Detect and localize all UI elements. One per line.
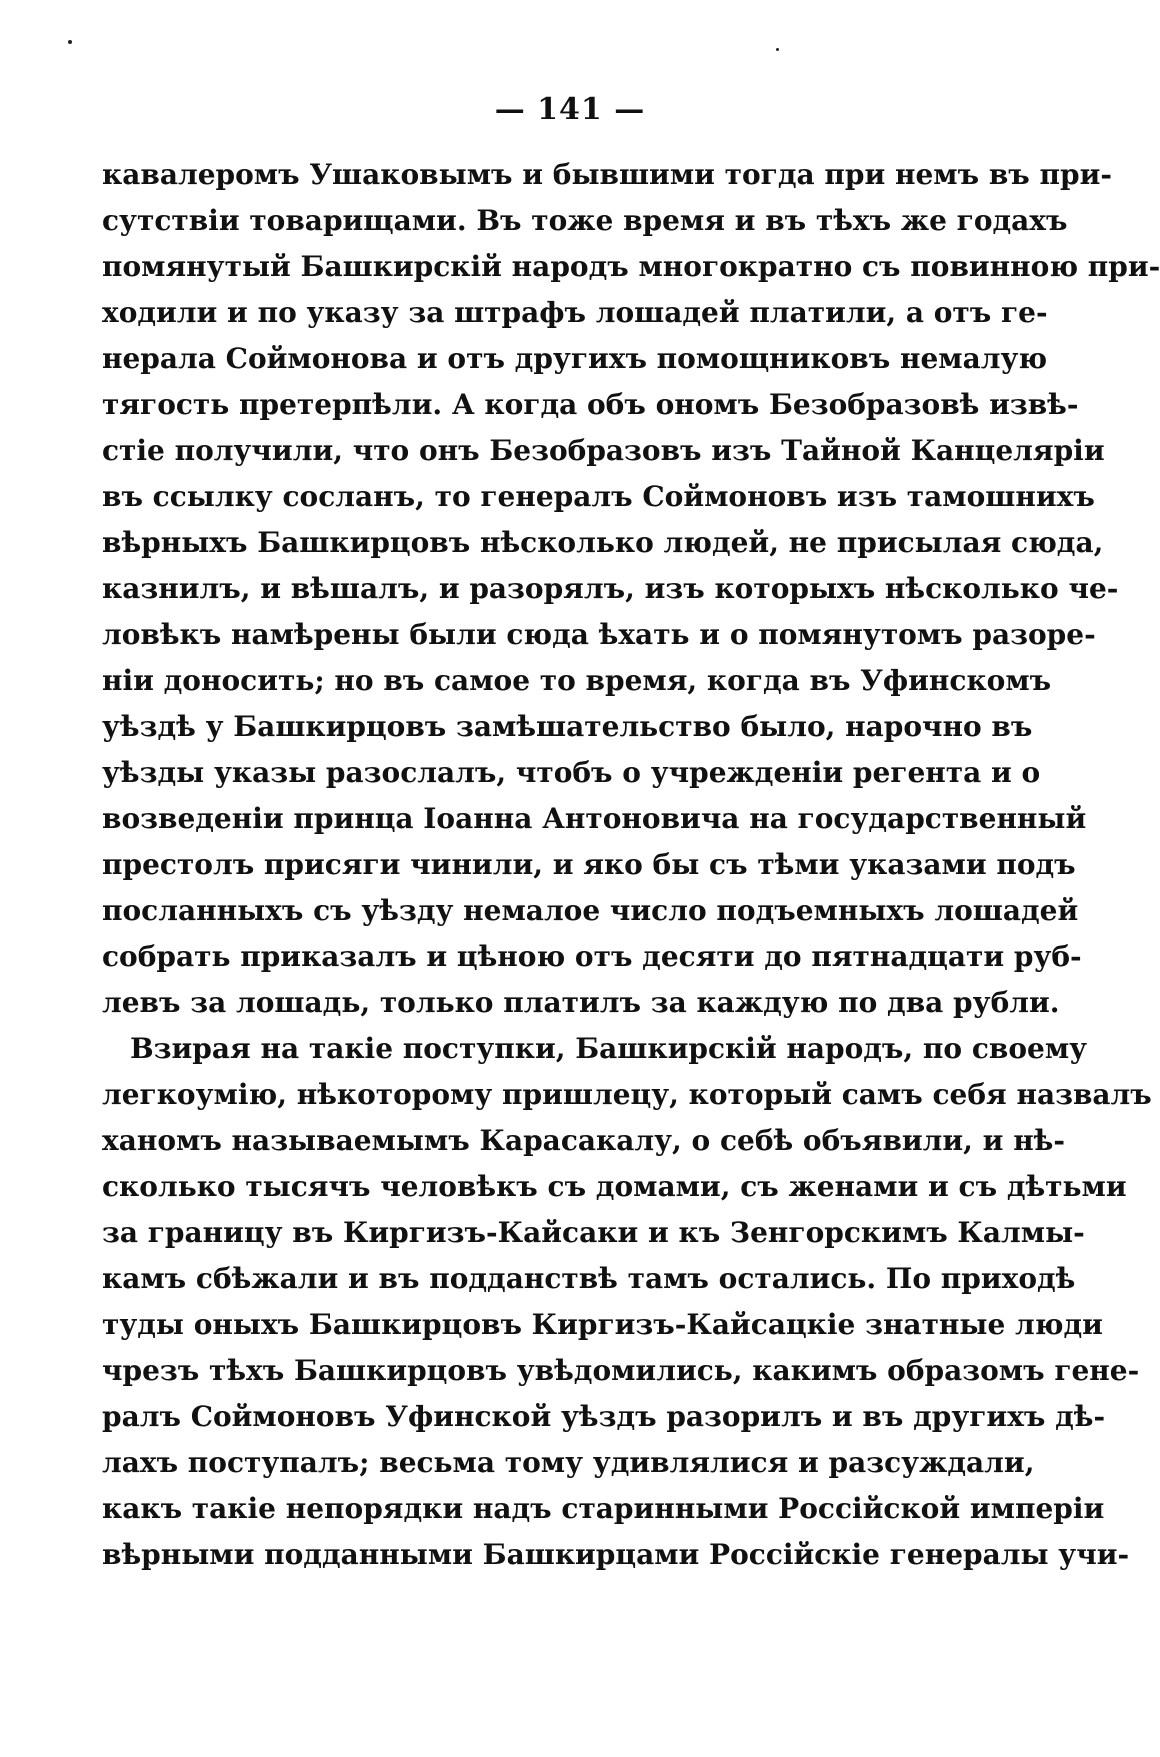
text-line: легкоумію, нѣкоторому пришлецу, который самъ себя назвалъ bbox=[102, 1078, 1152, 1111]
text-line: казнилъ, и вѣшалъ, и разорялъ, изъ которыхъ нѣсколько че- bbox=[102, 572, 1119, 605]
text-line: какъ такіе непорядки надъ старинными Россійской имперіи bbox=[102, 1492, 1105, 1525]
text-line: собрать приказалъ и цѣною отъ десяти до пятнадцати руб- bbox=[102, 940, 1082, 973]
text-line: сколько тысячъ человѣкъ съ домами, съ женами и съ дѣтьми bbox=[102, 1170, 1127, 1203]
text-line: тягость претерпѣли. А когда объ ономъ Безобразовѣ извѣ- bbox=[102, 388, 1079, 421]
text-line: чрезъ тѣхъ Башкирцовъ увѣдомились, какимъ образомъ гене- bbox=[102, 1354, 1140, 1387]
scan-speck bbox=[776, 48, 779, 51]
text-line: левъ за лошадь, только платилъ за каждую по два рубли. bbox=[102, 986, 1060, 1019]
text-line: посланныхъ съ уѣзду немалое число подъемныхъ лошадей bbox=[102, 894, 1079, 927]
text-line: возведеніи принца Іоанна Антоновича на государственный bbox=[102, 802, 1087, 835]
text-line: ловѣкъ намѣрены были сюда ѣхать и о помянутомъ разоре- bbox=[102, 618, 1096, 651]
text-line: стіе получили, что онъ Безобразовъ изъ Тайной Канцеляріи bbox=[102, 434, 1105, 467]
text-line: лахъ поступалъ; весьма тому удивлялися и разсуждали, bbox=[102, 1446, 1035, 1479]
text-line: ніи доносить; но въ самое то время, когда въ Уфинскомъ bbox=[102, 664, 1052, 697]
text-line: ралъ Соймоновъ Уфинской уѣздъ разорилъ и въ другихъ дѣ- bbox=[102, 1400, 1106, 1433]
text-line: вѣрными подданными Башкирцами Россійскіе генералы учи- bbox=[102, 1538, 1130, 1571]
text-line: кавалеромъ Ушаковымъ и бывшими тогда при немъ въ при- bbox=[102, 158, 1112, 191]
text-line: камъ сбѣжали и въ подданствѣ тамъ остались. По приходѣ bbox=[102, 1262, 1076, 1295]
text-line: престолъ присяги чинили, и яко бы съ тѣми указами подъ bbox=[102, 848, 1076, 881]
body-text bbox=[102, 152, 1160, 1578]
text-line: ханомъ называемымъ Карасакалу, о себѣ объявили, и нѣ- bbox=[102, 1124, 1065, 1157]
text-line: сутствіи товарищами. Въ тоже время и въ тѣхъ же годахъ bbox=[102, 204, 1068, 237]
text-line: уѣзды указы разослалъ, чтобъ о учрежденіи регента и о bbox=[102, 756, 1041, 789]
text-line: за границу въ Киргизъ-Кайсаки и къ Зенгорскимъ Калмы- bbox=[102, 1216, 1085, 1249]
text-line: ходили и по указу за штрафъ лошадей платили, а отъ ге- bbox=[102, 296, 1048, 329]
page-number: — 141 — bbox=[494, 92, 646, 127]
text-line: помянутый Башкирскій народъ многократно съ повинною при- bbox=[102, 250, 1160, 283]
text-line: туды оныхъ Башкирцовъ Киргизъ-Кайсацкіе знатные люди bbox=[102, 1308, 1103, 1341]
paragraph-start-line: Взирая на такіе поступки, Башкирскій народъ, по своему bbox=[130, 1032, 1088, 1065]
text-line: вѣрныхъ Башкирцовъ нѣсколько людей, не присылая сюда, bbox=[102, 526, 1104, 559]
scan-speck bbox=[68, 40, 72, 44]
text-line: въ ссылку сосланъ, то генералъ Соймоновъ изъ тамошнихъ bbox=[102, 480, 1095, 513]
text-line: уѣздѣ у Башкирцовъ замѣшательство было, нарочно въ bbox=[102, 710, 1033, 743]
text-line: нерала Соймонова и отъ другихъ помощниковъ немалую bbox=[102, 342, 1048, 375]
